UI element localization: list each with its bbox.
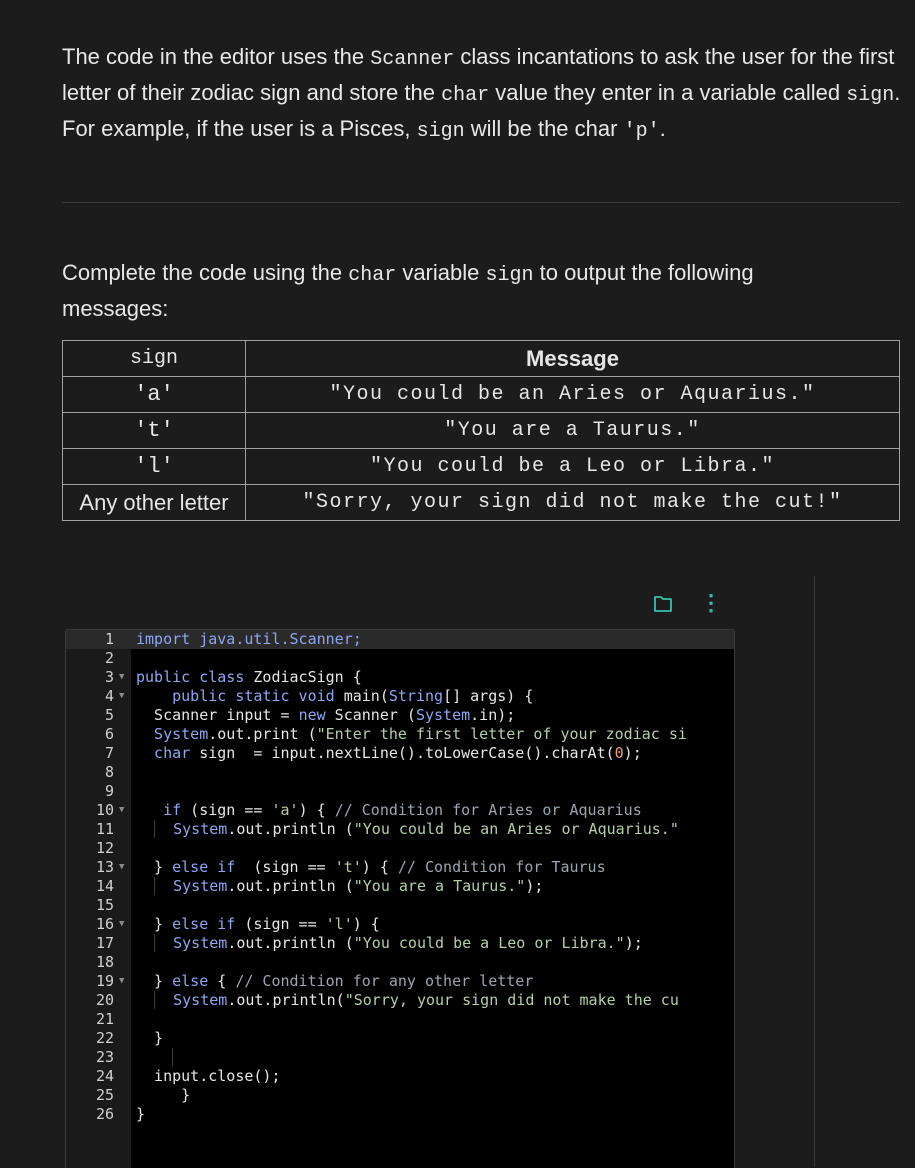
instructions-paragraph [62,256,862,325]
panel-divider [814,576,815,1167]
code-text: else if [172,915,236,933]
intro-text: class incantations to ask the user for the first letter of their zodiac sign and store the [62,44,895,105]
sign-cell: 'l' [63,449,246,485]
code-line[interactable] [66,896,734,915]
code-line[interactable] [66,1010,734,1029]
message-cell: "Sorry, your sign did not make the cut!" [246,485,900,521]
code-text: (sign == [235,915,326,933]
code-line[interactable] [66,991,734,1010]
code-text: System [136,725,209,743]
code-text: char [136,744,191,762]
indent-guide [154,934,164,952]
line-number: 1 [104,630,114,648]
line-number: 17 [95,934,114,952]
line-number: 15 [95,896,114,914]
code-text: if [136,801,182,819]
header-sign: sign [63,341,246,377]
intro-text: The code in the editor uses the [62,44,371,69]
indent-guide [154,877,164,895]
line-number: 4 [104,687,114,705]
line-number: 9 [104,782,114,800]
code-editor[interactable] [65,629,735,1168]
code-text: System [173,820,228,838]
sign-cell: 't' [63,413,246,449]
inline-code: Scanner [370,48,455,71]
code-line[interactable] [66,820,734,839]
code-text: } [136,915,173,933]
intro-paragraph [62,40,907,148]
code-line[interactable] [66,782,734,801]
code-text: ) { [352,915,380,933]
code-text: .out.print ( [208,725,317,743]
code-line[interactable] [66,1048,734,1067]
code-comment: // Condition for any other letter [235,972,534,990]
line-number: 7 [104,744,114,762]
code-comment: // Condition for Aries or Aquarius [334,801,642,819]
code-text: "Sorry, your sign did not make the cu [344,991,679,1009]
code-text: ); [623,744,642,762]
code-line[interactable] [66,877,734,896]
code-text: .out.println ( [227,877,354,895]
line-number: 20 [95,991,114,1009]
code-text: "You could be a Leo or Libra." [353,934,625,952]
code-line[interactable] [66,706,734,725]
code-line[interactable] [66,725,734,744]
code-text: public static void [136,687,335,705]
fold-arrow-icon[interactable]: ▼ [119,691,125,701]
inline-code: sign [416,120,465,143]
code-line[interactable] [66,953,734,972]
code-text: 't' [334,858,362,876]
code-text: .out.println( [227,991,345,1009]
code-text: [] args) { [443,687,534,705]
table-row [63,413,900,449]
code-text: System [173,991,228,1009]
line-number: 14 [95,877,114,895]
message-table [62,340,900,521]
line-number: 18 [95,953,114,971]
code-text: } [136,972,173,990]
instructions-text: to output the following messages: [62,260,754,321]
sign-cell: 'a' [63,377,246,413]
fold-arrow-icon[interactable]: ▼ [119,805,125,815]
code-line[interactable] [66,687,734,706]
code-text: } [136,1105,146,1123]
line-number: 25 [95,1086,114,1104]
line-number: 6 [104,725,114,743]
file-icon[interactable] [653,595,673,613]
inline-code: char [441,84,490,107]
code-line[interactable] [66,839,734,858]
code-line[interactable] [66,649,734,668]
code-line[interactable] [66,915,734,934]
line-number: 23 [95,1048,114,1066]
code-text: 'l' [325,915,353,933]
code-text: System [173,877,228,895]
code-text: ) { [298,801,335,819]
code-line[interactable] [66,630,734,649]
line-number: 16 [95,915,114,933]
code-text: "You could be an Aries or Aquarius." [353,820,679,838]
code-text: System [415,706,471,724]
line-number: 26 [95,1105,114,1123]
code-line[interactable] [66,972,734,991]
code-line[interactable] [66,858,734,877]
fold-arrow-icon[interactable]: ▼ [119,672,125,682]
line-number: 22 [95,1029,114,1047]
code-text: sign = input.nextLine().toLowerCase().charAt( [190,744,615,762]
line-number: 24 [95,1067,114,1085]
code-text: new [298,706,326,724]
code-text: ); [525,877,544,895]
code-text: { [208,972,236,990]
line-number: 12 [95,839,114,857]
intro-text: . For example, if the user is a Pisces, [62,80,901,141]
table-header-row [63,341,900,377]
code-line[interactable] [66,1029,734,1048]
code-text: .out.println ( [227,934,354,952]
code-text: "Enter the first letter of your zodiac si [316,725,687,743]
intro-text: . [659,116,666,141]
code-text: Scanner input = [136,706,299,724]
divider [62,202,900,203]
code-text: input.close(); [136,1067,281,1085]
inline-code: 'p' [623,120,660,143]
code-line[interactable] [66,1086,734,1105]
line-number: 10 [95,801,114,819]
code-line[interactable] [66,763,734,782]
code-text: ) { [361,858,398,876]
inline-code: sign [485,264,534,287]
fold-arrow-icon[interactable]: ▼ [119,919,125,929]
inline-code: char [348,264,397,287]
code-text: String [388,687,444,705]
instructions-text: variable [396,260,486,285]
line-number: 13 [95,858,114,876]
code-line[interactable] [66,1067,734,1086]
sign-cell: Any other letter [63,485,246,521]
code-line[interactable] [66,668,734,687]
code-line[interactable] [66,934,734,953]
code-text: main( [334,687,389,705]
code-text: Scanner ( [325,706,416,724]
code-text: } [136,1086,191,1104]
code-text: .out.println ( [227,820,354,838]
instructions-text: Complete the code using the [62,260,349,285]
line-number: 2 [104,649,114,667]
code-text: } [136,1029,164,1047]
code-text: (sign == [181,801,272,819]
table-row [63,449,900,485]
fold-arrow-icon[interactable]: ▼ [119,976,125,986]
code-line[interactable] [66,744,734,763]
message-cell: "You could be an Aries or Aquarius." [246,377,900,413]
inline-code: sign [846,84,895,107]
code-text: System [173,934,228,952]
code-text: } [136,858,173,876]
line-number: 3 [104,668,114,686]
code-text: 0 [614,744,624,762]
line-number: 19 [95,972,114,990]
line-number: 8 [104,763,114,781]
indent-guide [154,991,164,1009]
line-number: 21 [95,1010,114,1028]
intro-text: will be the char [464,116,624,141]
code-comment: // Condition for Taurus [397,858,606,876]
message-cell: "You could be a Leo or Libra." [246,449,900,485]
message-cell: "You are a Taurus." [246,413,900,449]
code-line[interactable] [66,801,734,820]
intro-text: value they enter in a variable called [489,80,847,105]
code-text: ); [624,934,643,952]
code-text: "You are a Taurus." [353,877,526,895]
table-row [63,485,900,521]
code-text: 'a' [271,801,299,819]
indent-guide [172,1048,182,1066]
table-row [63,377,900,413]
code-line[interactable] [66,1105,734,1124]
more-vertical-icon[interactable]: ⋮ [700,590,722,615]
line-number: 11 [95,820,114,838]
code-text: ZodiacSign { [244,668,362,686]
code-text: .in); [470,706,516,724]
code-text: else if [172,858,236,876]
code-text: public class [136,668,245,686]
fold-arrow-icon[interactable]: ▼ [119,862,125,872]
indent-guide [154,820,164,838]
code-text: (sign == [235,858,335,876]
code-text: else [172,972,209,990]
code-text: import java.util.Scanner; [136,630,362,648]
header-message: Message [246,341,900,377]
line-number: 5 [104,706,114,724]
